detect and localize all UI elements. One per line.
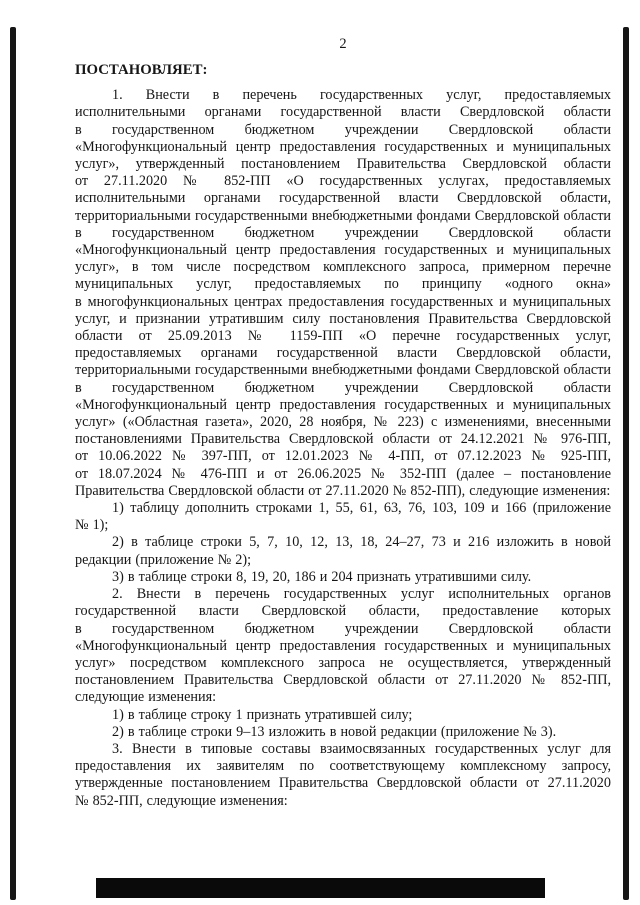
resolution-heading: ПОСТАНОВЛЯЕТ:	[75, 62, 208, 78]
body-paragraph: 2) в таблице строки 9–13 изложить в новой редакции (приложение № 3).	[112, 723, 557, 740]
body-paragraph: 2) в таблице строки 5, 7, 10, 12, 13, 18, 24–27, 73 и 216 изложить в новой редакции (приложение № 2);	[75, 534, 611, 568]
body-paragraph: 2. Внести в перечень государственных услуг исполнительных органов государственной власти Свердловской области, предоставление которых в государственном бюджетном учреждении Свердловской области «Многофункциональный центр предоставления государственных и муниципальных услуг» посредством комплексного запроса не осуществляется, утвержденный постановлением Правительства Свердловской области от 27.11.2020 № 852-ПП, следующие изменения:	[75, 586, 611, 706]
body-paragraph: 1) в таблице строку 1 признать утратившей силу;	[112, 706, 413, 723]
body-paragraph: 1. Внести в перечень государственных услуг, предоставляемых исполнительными органами государственной власти Свердловской области в государственном бюджетном учреждении Свердловской области «Многофункциональный центр предоставления государственных и муниципальных услуг», утвержденный постановлением Правительства Свердловской области от 27.11.2020 № 852-ПП «О государственных услугах, предоставляемых исполнительными органами государственной власти Свердловской области, территориальными государственными внебюджетными фондами Свердловской области в государственном бюджетном учреждении Свердловской области «Многофункциональный центр предоставления государственных и муниципальных услуг», в том числе посредством комплексного запроса, примерном перечне муниципальных услуг, предоставляемых по принципу «одного окна» в многофункциональных центрах предоставления государственных и муниципальных услуг, и признании утратившим силу постановления Правительства Свердловской области от 25.09.2013 № 1159-ПП «О перечне государственных услуг, предоставляемых органами государственной власти Свердловской области, территориальными государственными внебюджетными фондами Свердловской области в государственном бюджетном учреждении Свердловской области «Многофункциональный центр предоставления государственных и муниципальных услуг» («Областная газета», 2020, 28 ноября, № 223) с изменениями, внесенными постановлениями Правительства Свердловской области от 24.12.2021 № 976-ПП, от 10.06.2022 № 397-ПП, от 12.01.2023 № 4-ПП, от 07.12.2023 № 925-ПП, от 18.07.2024 № 476-ПП и от 26.06.2025 № 352-ПП (далее – постановление Правительства Свердловской области от 27.11.2020 № 852-ПП), следующие изменения:	[75, 87, 611, 499]
scan-artifact-bottom-bar	[96, 878, 545, 898]
scan-artifact-right-edge	[623, 27, 629, 900]
body-paragraph: 3. Внести в типовые составы взаимосвязанных государственных услуг для предоставления их заявителям по соответствующему комплексному запросу, утвержденные постановлением Правительства Свердловской области от 27.11.2020 № 852-ПП, следующие изменения:	[75, 740, 611, 809]
scan-artifact-left-edge	[10, 27, 16, 900]
body-paragraph: 3) в таблице строки 8, 19, 20, 186 и 204 признать утратившими силу.	[112, 568, 532, 585]
body-paragraph: 1) таблицу дополнить строками 1, 55, 61, 63, 76, 103, 109 и 166 (приложение № 1);	[75, 500, 611, 534]
document-body	[75, 62, 611, 810]
page-number: 2	[339, 36, 347, 52]
